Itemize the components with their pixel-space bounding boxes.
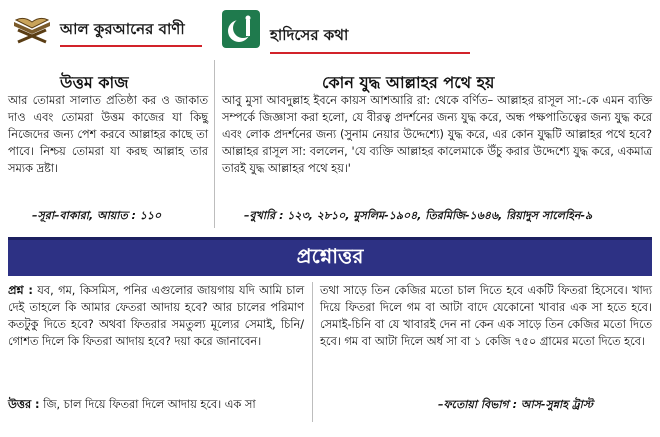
- quran-header-underline: [60, 45, 202, 47]
- quran-text: আর তোমরা সালাত প্রতিষ্ঠা কর ও জাকাত দাও এবং তোমরা উত্তম কাজের যা কিছু নিজেদের জন্য পেশ করবে আল্লাহর কাছে তা পাবে। নিশ্চয় তোমরা যা করছ আল্লাহ তার সম্যক দ্রষ্টা।: [8, 94, 208, 175]
- hadith-reference: –বুখারি : ১২৩, ২৮১০, মুসলিম-১৯০৪, তিরমিজি-১৬৪৬, রিয়াদুস সালেহিন-৯: [244, 209, 593, 222]
- answer-block: [8, 396, 304, 413]
- qa-column-divider: [312, 282, 313, 422]
- top-column-divider: [214, 60, 215, 228]
- question-text: যব, গম, কিসমিস, পনির এগুলোর জায়গায় যদি আমি চাল দেই তাহলে কি আমার ফেতরা আদায় হবে? আর চালের পরিমাণ কতটুকু দিতে হবে? অথবা ফিতরার সমতুল্য মূল্যের সেমাই, চিনি/গোশত দিলে কি ফিতরা আদায় হবে? দয়া করে জানাবেন।: [8, 284, 304, 348]
- fatwa-credit: –ফতোয়া বিভাগ : আস-সুন্নাহ ট্রাস্ট: [438, 398, 593, 411]
- hadith-header-underline: [270, 52, 470, 54]
- qa-section-band: [8, 237, 652, 276]
- question-label: প্রশ্ন :: [8, 284, 33, 297]
- crescent-mosque-icon: [222, 10, 260, 48]
- question-block: [8, 282, 304, 350]
- quran-reference: –সূরা–বাকারা, আয়াত : ১১০: [32, 209, 162, 222]
- quran-header-title: আল কুরআনের বাণী: [60, 20, 185, 38]
- hadith-topic: কোন যুদ্ধ আল্লাহর পথে হয়: [322, 73, 495, 92]
- hadith-text: আবু মুসা আবদুল্লাহ ইবনে কায়স আশআরি রা: থেকে বর্ণিত– আল্লাহর রাসূল সা:-কে এমন ব্যক্তি সম্পর্কে জিজ্ঞাসা করা হলো, যে বীরত্ব প্রদর্শনের জন্য যুদ্ধ করে, অন্ধ পক্ষপাতিত্বের জন্য যুদ্ধ করে এবং লোক প্রদর্শনের জন্য (সুনাম নেয়ার উদ্দেশ্যে) যুদ্ধ করে, এর কোন যুদ্ধটি আল্লাহর পথে হবে? আল্লাহর রাসূল সা: বললেন, 'যে ব্যক্তি আল্লাহর কালেমাকে উঁচু করার উদ্দেশ্যে যুদ্ধ করে, একমাত্র তারই যুদ্ধ আল্লাহর পথে হয়।': [222, 94, 652, 175]
- answer-text-right: তথা সাড়ে তিন কেজির মতো চাল দিতে হবে একটি ফিতরা হিসেবে। খাদ্য দিয়ে ফিতরা দিলে গম বা আটা বাদে যেকোনো খাবার এক সা হতে হবে। সেমাই-চিনি বা যে খাবারই দেন না কেন এক সাড়ে তিন কেজির মতো দিতে হবে। গম বা আটা দিলে অর্ধ সা বা ১ কেজি ৭৫০ গ্রামের মতো দিতে হবে।: [320, 284, 652, 348]
- quran-book-stand-icon: [10, 10, 54, 46]
- quran-topic: উত্তম কাজ: [60, 73, 129, 92]
- answer-text-left: জি, চাল দিয়ে ফিতরা দিলে আদায় হবে। এক সা: [43, 398, 256, 411]
- answer-label: উত্তর :: [8, 398, 40, 411]
- qa-band-title: প্রশ্নোত্তর: [296, 243, 364, 268]
- hadith-header-title: হাদিসের কথা: [270, 26, 349, 44]
